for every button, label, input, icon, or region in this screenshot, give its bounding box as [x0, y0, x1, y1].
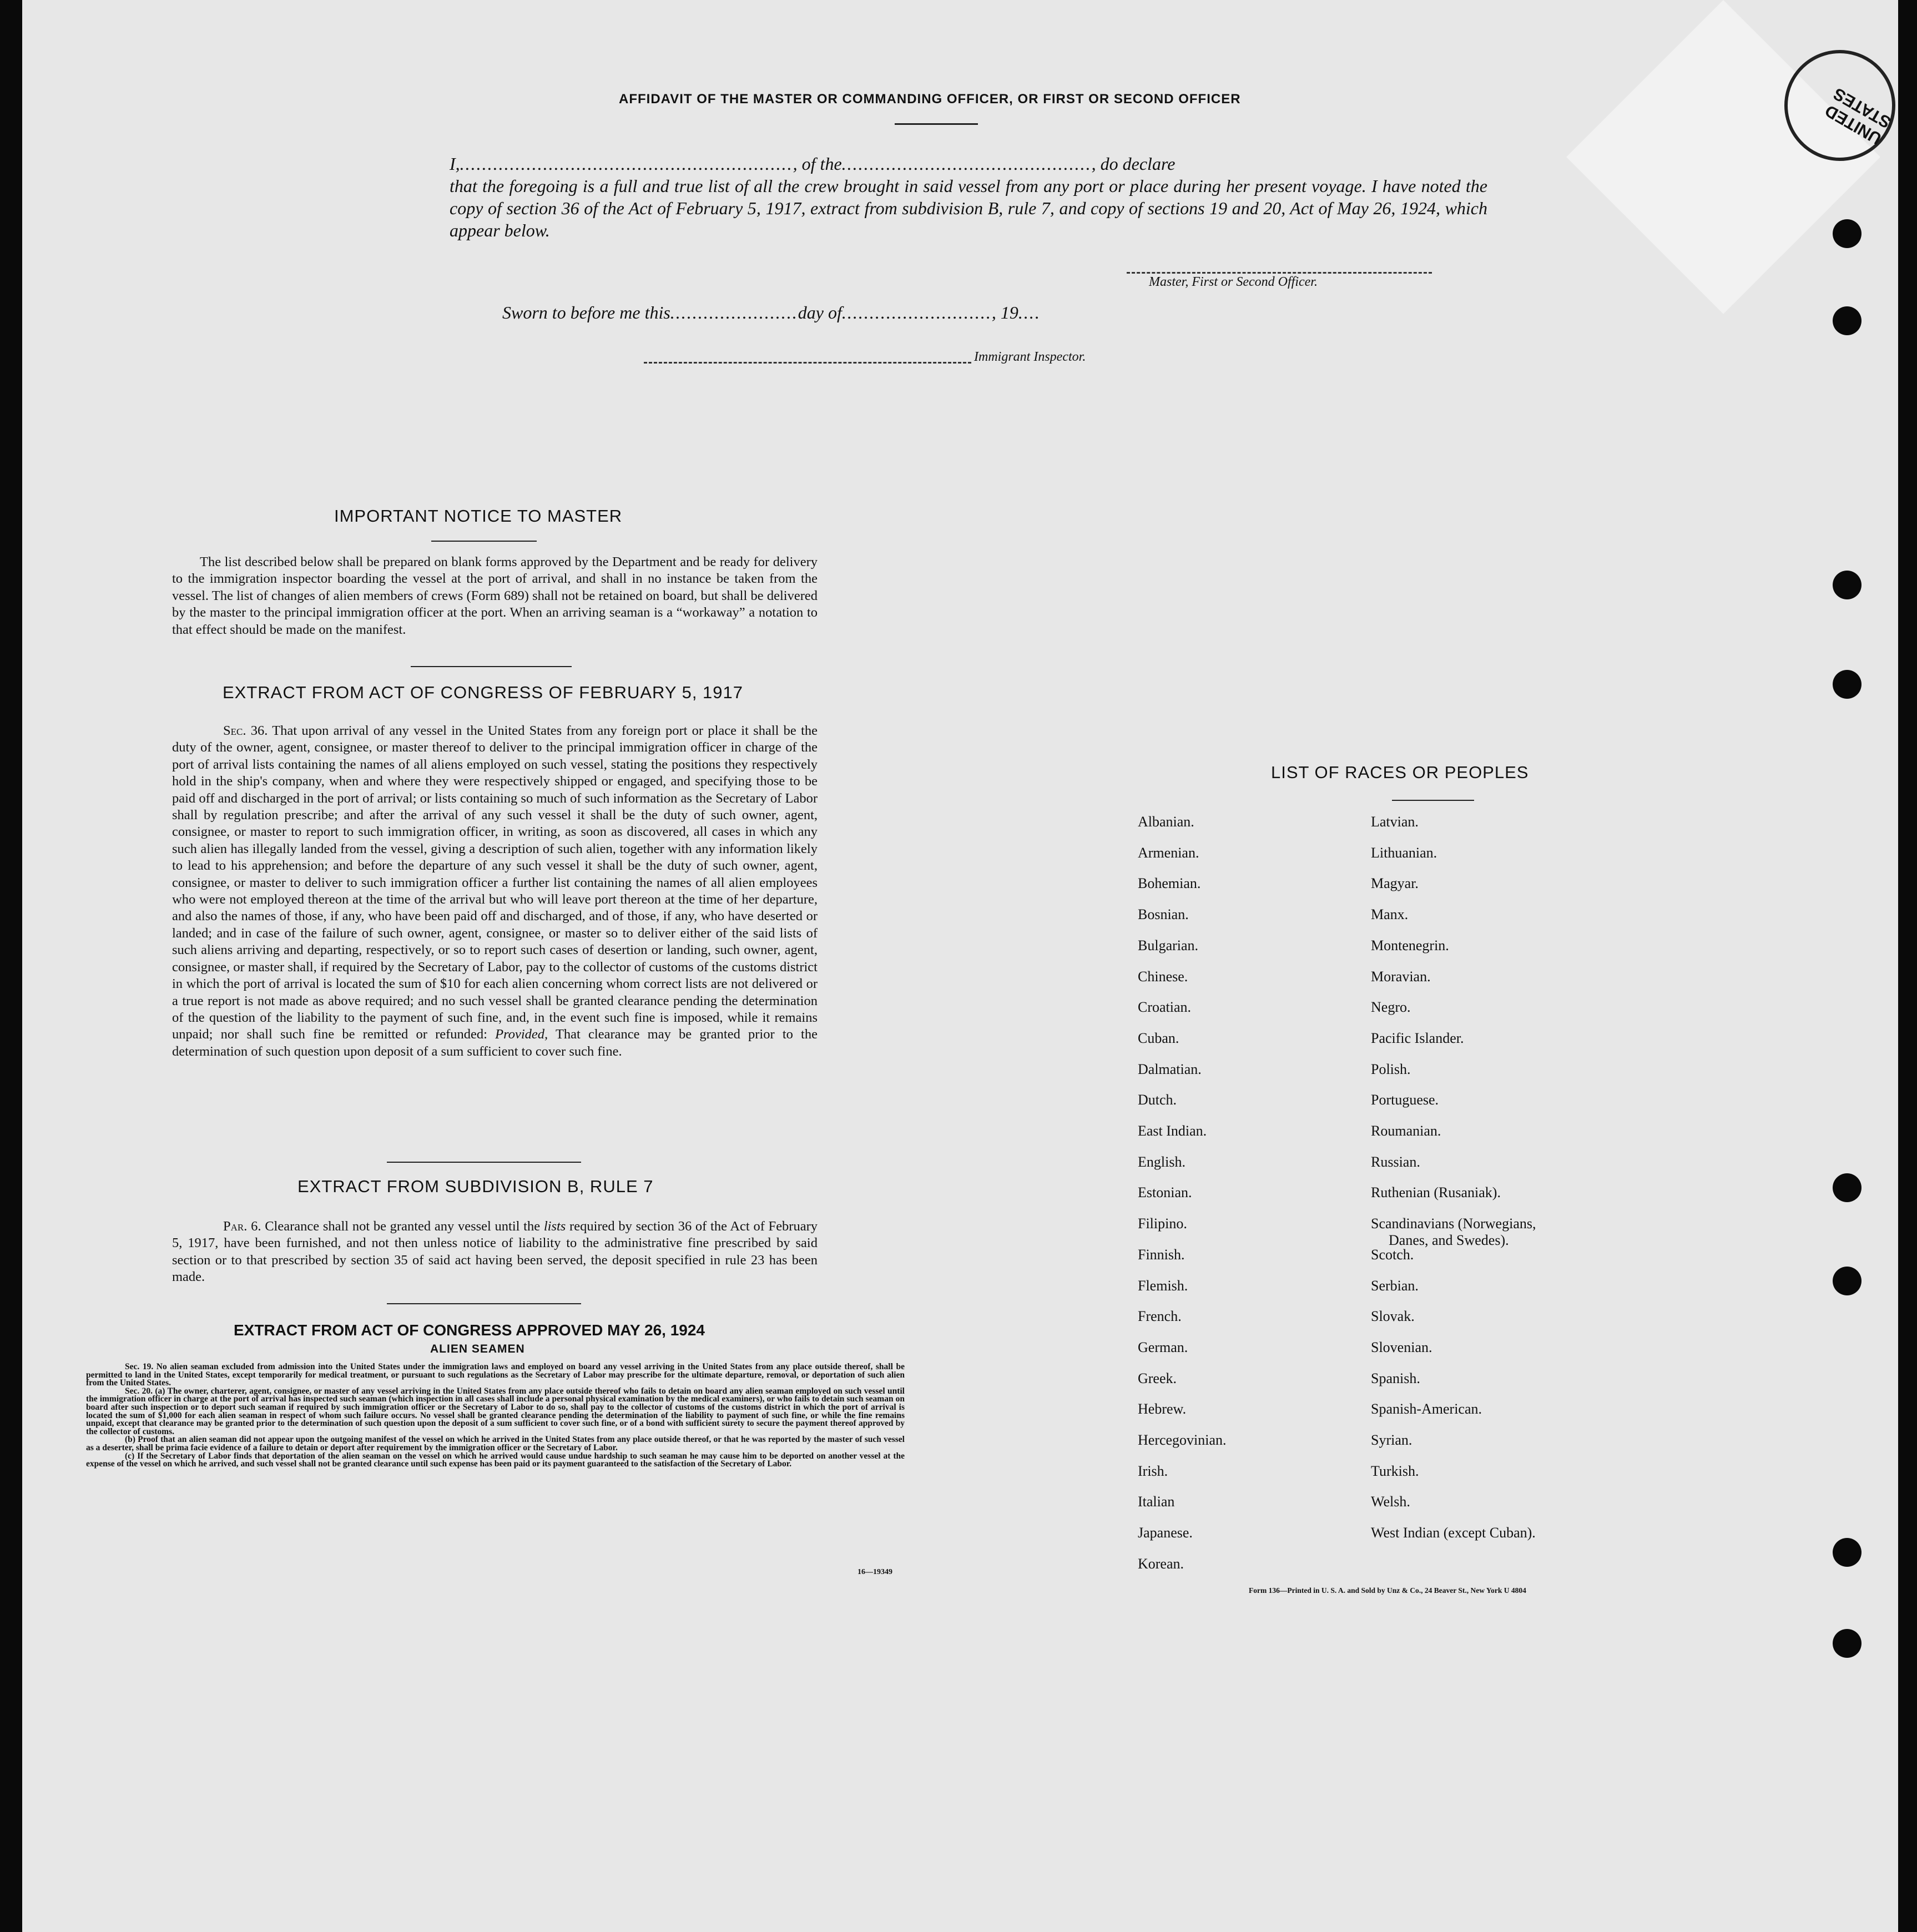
extract-1917-body: Sec. 36. That upon arrival of any vessel in the United States from any foreign port or place it shall be the duty of the owner, agent, consignee, or master thereof to deliver to the principal immigration officer in charge of the port of arrival lists containing the names of all aliens employed on such vessel, stating the positions they respectively hold in the ship's company, when and where they were respectively shipped or engaged, and specifying those to be paid off and discharged in the port of arrival; or lists containing so much of such information as the Secretary of Labor shall by regulation prescribe; and after the arrival of any such vessel it shall be the duty of such owner, agent, consignee, or master to report to such immigration officer, in writing, as soon as discovered, all cases in which any such alien has illegally landed from the vessel, giving a description of such alien, together with any information likely to lead to his apprehension; and before the departure of any such vessel it shall be the duty of such owner, agent, consignee, or master to deliver to such immigration officer a further list containing the names of all alien employees who were not employed thereon at the time of the arrival but who will leave port thereon at the time of her departure, and also the names of those, if any, who have been paid off and discharged, and of those, if any, who have deserted or landed; and in case of the failure of such owner, agent, consignee, or master so to deliver either of the said lists of such aliens arriving and departing, respectively, or so to report such cases of desertion or landing, such owner, agent, consignee, or master shall, if required by the Secretary of Labor, pay to the collector of customs of the customs district in which the port of arrival is located the sum of $10 for each alien concerning whom correct lists are not delivered or a true report is not made as above required; and no such vessel shall be granted clearance pending the determination of the question of the liability to the payment of such fine, and, in the event such fine is imposed, while it remains unpaid; nor shall such fine be remitted or refunded: Provided, That clearance may be granted prior to the determination of such question upon deposit of a sum sufficient to cover such fine.	[172, 723, 818, 1059]
race-item: Finnish.	[1138, 1246, 1185, 1263]
declaration-body: that the foregoing is a full and true list of all the crew brought in said vessel from any port or place during her present voyage. I have noted the copy of section 36 of the Act of February 5, 1917, extract from subdivision B, rule 7, and copy of sections 19 and 20, Act of May 26, 1924, which appear below.	[450, 176, 1487, 240]
race-item: Spanish-American.	[1371, 1401, 1482, 1418]
inspector-label: Immigrant Inspector.	[974, 350, 1086, 364]
race-item: Bohemian.	[1138, 875, 1201, 892]
race-item: Filipino.	[1138, 1215, 1187, 1232]
race-item: Hebrew.	[1138, 1401, 1187, 1418]
race-item: Russian.	[1371, 1153, 1420, 1170]
binder-hole	[1833, 306, 1861, 335]
official-stamp: UNITED STATES	[1764, 29, 1898, 181]
binder-hole	[1833, 1629, 1861, 1658]
race-item: Bosnian.	[1138, 906, 1189, 923]
race-item: Korean.	[1138, 1555, 1184, 1572]
race-item: Negro.	[1371, 999, 1411, 1016]
notice-title: IMPORTANT NOTICE TO MASTER	[334, 506, 623, 526]
race-item: Pacific Islander.	[1371, 1030, 1464, 1046]
form-number: 16—19349	[857, 1568, 892, 1576]
race-item: Danes, and Swedes).	[1389, 1232, 1509, 1249]
binder-hole	[1833, 1267, 1861, 1295]
race-item: Chinese.	[1138, 968, 1188, 985]
extract-1917-title: EXTRACT FROM ACT OF CONGRESS OF FEBRUARY 5, 1917	[223, 683, 744, 702]
title-rule	[895, 123, 978, 125]
notice-rule	[431, 541, 537, 542]
sec-19: Sec. 19. No alien seaman excluded from admission into the United States under the immigration laws and employed on board any vessel arriving in the United States from any place outside thereof, shall be permitted to land in the United States, except temporarily for medical treatment, or pursuant to such regulations as the Secretary of Labor may prescribe for the ultimate departure, removal, or deportation of such alien from the United States.	[86, 1362, 905, 1388]
race-item: Scandinavians (Norwegians,	[1371, 1215, 1536, 1232]
race-item: Bulgarian.	[1138, 937, 1199, 954]
binder-hole	[1833, 571, 1861, 599]
binder-hole	[1833, 1538, 1861, 1567]
sec-20b: (b) Proof that an alien seaman did not appear upon the outgoing manifest of the vessel on which he arrived in the United States from any place outside thereof, or that he was reported by the master of such vessel as a deserter, shall be prima facie evidence of a failure to detain or deport after requirement by the immigration officer or the Secretary of Labor.	[86, 1435, 905, 1452]
race-item: Armenian.	[1138, 844, 1199, 861]
form-sheet	[22, 0, 1898, 1932]
race-item: Manx.	[1371, 906, 1409, 923]
section-rule-2	[387, 1162, 581, 1163]
race-item: Scotch.	[1371, 1246, 1414, 1263]
binder-hole	[1833, 670, 1861, 699]
race-item: Greek.	[1138, 1370, 1177, 1386]
extract-1924-title: EXTRACT FROM ACT OF CONGRESS APPROVED MAY 26, 1924	[234, 1321, 705, 1339]
race-item: Welsh.	[1371, 1494, 1410, 1510]
race-item: French.	[1138, 1308, 1182, 1325]
race-item: Ruthenian (Rusaniak).	[1371, 1184, 1501, 1201]
race-item: Estonian.	[1138, 1184, 1192, 1201]
race-item: Montenegrin.	[1371, 937, 1449, 954]
race-item: Magyar.	[1371, 875, 1419, 892]
race-item: Cuban.	[1138, 1030, 1179, 1046]
extract-1924-body	[86, 1363, 905, 1469]
race-item: Dalmatian.	[1138, 1061, 1202, 1077]
race-item: Lithuanian.	[1371, 844, 1437, 861]
section-rule-1	[411, 666, 572, 667]
race-item: Dutch.	[1138, 1092, 1177, 1108]
binder-hole	[1833, 219, 1861, 248]
race-item: Moravian.	[1371, 968, 1431, 985]
sec-20a: Sec. 20. (a) The owner, charterer, agent, consignee, or master of any vessel arriving in the United States from any place outside thereof who fails to detain on board any alien seaman employed on such vessel until the immigration officer in charge at the port of arrival has inspected such seaman (which inspection in all cases shall include a personal physical examination by the medical examiners), or who fails to detain such seaman on board after such inspection or to deport such seaman if required by such immigration officer or the Secretary of Labor to do so, shall pay to the collector of customs of the customs district in which the port of arrival is located the sum of $1,000 for each alien seaman in respect of whom such failure occurs. No vessel shall be granted clearance pending the determination of the liability to payment of such fine, or while the fine remains unpaid, except that clearance may be granted prior to the determination of such question upon the deposit of a sum sufficient to cover such fine, or of a bond with sufficient surety to secure the payment thereof approved by the collector of customs.	[86, 1386, 905, 1436]
notice-body: The list described below shall be prepared on blank forms approved by the Department and be ready for delivery to the immigration inspector boarding the vessel at the port of arrival, and shall in no instance be taken from the vessel. The list of changes of alien members of crews (Form 689) shall not be retained on board, but shall be delivered by the master to the principal immigration officer at the port. When an arriving seaman is a “workaway” a notation to that effect should be made on the manifest.	[172, 554, 818, 637]
section-rule-3	[387, 1303, 581, 1304]
race-item: Japanese.	[1138, 1525, 1193, 1541]
race-item: Turkish.	[1371, 1462, 1419, 1479]
races-rule	[1392, 800, 1474, 801]
race-item: Slovenian.	[1371, 1339, 1432, 1355]
race-item: Spanish.	[1371, 1370, 1420, 1386]
rule7-body: Par. 6. Clearance shall not be granted any vessel until the lists required by section 36 of the Act of February 5, 1917, have been furnished, and not then unless notice of liability to the administrative fine prescribed by said section or to that prescribed by section 35 of said act having been served, the deposit specified in rule 23 has been made.	[172, 1219, 818, 1285]
race-item: Latvian.	[1371, 814, 1419, 830]
sworn-line: Sworn to before me this.......................day of..........................., 19....	[502, 302, 1041, 322]
race-item: Syrian.	[1371, 1432, 1412, 1448]
race-item: Italian	[1138, 1494, 1175, 1510]
printer-footer: Form 136—Printed in U. S. A. and Sold by Unz & Co., 24 Beaver St., New York U 4804	[1249, 1586, 1526, 1595]
race-item: Portuguese.	[1371, 1092, 1439, 1108]
inspector-signature-line[interactable]	[644, 362, 971, 364]
race-item: English.	[1138, 1153, 1185, 1170]
race-item: West Indian (except Cuban).	[1371, 1525, 1536, 1541]
race-item: East Indian.	[1138, 1123, 1207, 1139]
races-title: LIST OF RACES OR PEOPLES	[1271, 763, 1529, 782]
race-item: Irish.	[1138, 1462, 1168, 1479]
race-item: Flemish.	[1138, 1277, 1188, 1294]
binder-hole	[1833, 1173, 1861, 1202]
signature-line[interactable]	[1127, 272, 1432, 274]
affidavit-title: AFFIDAVIT OF THE MASTER OR COMMANDING OFFICER, OR FIRST OR SECOND OFFICER	[619, 92, 1241, 107]
race-item: Roumanian.	[1371, 1123, 1441, 1139]
race-item: Croatian.	[1138, 999, 1192, 1016]
race-item: Serbian.	[1371, 1277, 1419, 1294]
declaration-text: I,............................................................, of the............................................., do declare that the foregoing is a full and true list of all the crew brought in said vessel from any port or place during her present voyage. I have noted the copy of section 36 of the Act of February 5, 1917, extract from subdivision B, rule 7, and copy of sections 19 and 20, Act of May 26, 1924, which appear below.	[450, 154, 1487, 240]
race-item: German.	[1138, 1339, 1188, 1355]
race-item: Albanian.	[1138, 814, 1194, 830]
sec-20c: (c) If the Secretary of Labor finds that deportation of the alien seaman on the vessel on which he arrived would cause undue hardship to such seaman he may cause him to be deported on another vessel at the expense of the vessel on which he arrived, and such vessel shall not be granted clearance until such expense has been paid or its payment guaranteed to the satisfaction of the Secretary of Labor.	[86, 1451, 905, 1469]
rule7-title: EXTRACT FROM SUBDIVISION B, RULE 7	[297, 1177, 654, 1196]
race-item: Slovak.	[1371, 1308, 1415, 1325]
race-item: Polish.	[1371, 1061, 1411, 1077]
race-item: Hercegovinian.	[1138, 1432, 1227, 1448]
extract-1924-subtitle: ALIEN SEAMEN	[430, 1343, 525, 1355]
signature-label: Master, First or Second Officer.	[1149, 275, 1318, 289]
